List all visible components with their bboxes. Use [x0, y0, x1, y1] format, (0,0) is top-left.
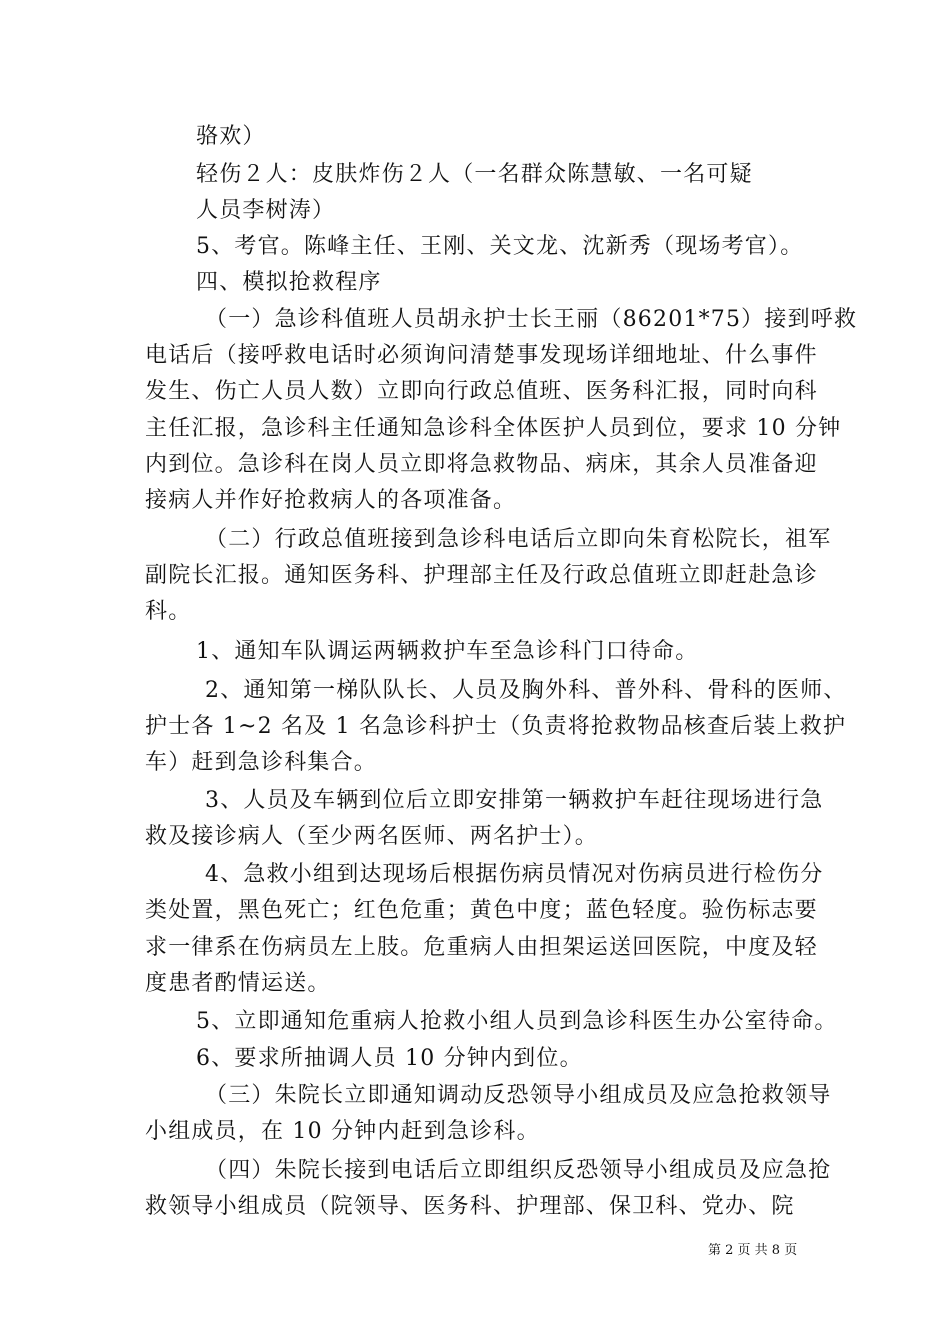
section-heading: 四、模拟抢救程序 [196, 270, 382, 295]
text-line: 轻伤２人：皮肤炸伤２人（一名群众陈慧敏、一名可疑 [196, 162, 753, 187]
text-line: 5、考官。陈峰主任、王刚、关文龙、沈新秀（现场考官）。 [196, 234, 804, 259]
text-line: 类处置，黑色死亡；红色危重；黄色中度；蓝色轻度。验伤标志要 [145, 898, 818, 923]
text-line: （一）急诊科值班人员胡永护士长王丽（86201*75）接到呼救 [205, 307, 858, 332]
text-line: 车）赶到急诊科集合。 [145, 750, 378, 775]
text-line: （二）行政总值班接到急诊科电话后立即向朱育松院长，祖军 [205, 527, 832, 552]
text-line: 护士各 1~2 名及 1 名急诊科护士（负责将抢救物品核查后装上救护 [145, 714, 847, 739]
text-line: 副院长汇报。通知医务科、护理部主任及行政总值班立即赶赴急诊 [145, 563, 818, 588]
text-line: 6、要求所抽调人员 10 分钟内到位。 [196, 1046, 583, 1071]
text-line: 科。 [145, 599, 192, 624]
text-line: 骆欢） [196, 124, 266, 149]
text-line: 救领导小组成员（院领导、医务科、护理部、保卫科、党办、院 [145, 1194, 795, 1219]
text-line: 3、人员及车辆到位后立即安排第一辆救护车赶往现场进行急 [205, 788, 824, 813]
text-line: 主任汇报，急诊科主任通知急诊科全体医护人员到位，要求 10 分钟 [145, 416, 842, 441]
text-line: 4、急救小组到达现场后根据伤病员情况对伤病员进行检伤分 [205, 862, 824, 887]
text-line: （三）朱院长立即通知调动反恐领导小组成员及应急抢救领导 [205, 1083, 832, 1108]
text-line: 小组成员，在 10 分钟内赶到急诊科。 [145, 1119, 540, 1144]
text-line: 1、通知车队调运两辆救护车至急诊科门口待命。 [196, 639, 699, 664]
text-line: 发生、伤亡人员人数）立即向行政总值班、医务科汇报，同时向科 [145, 379, 818, 404]
text-line: 度患者酌情运送。 [145, 971, 331, 996]
text-line: 2、通知第一梯队队长、人员及胸外科、普外科、骨科的医师、 [205, 678, 847, 703]
text-line: 求一律系在伤病员左上肢。危重病人由担架运送回医院，中度及轻 [145, 935, 818, 960]
text-line: 接病人并作好抢救病人的各项准备。 [145, 488, 517, 513]
text-line: 人员李树涛） [196, 198, 336, 223]
page-number: 第 2 页 共 8 页 [708, 1243, 798, 1258]
text-line: 电话后（接呼救电话时必须询问清楚事发现场详细地址、什么事件 [145, 343, 818, 368]
text-line: 内到位。急诊科在岗人员立即将急救物品、病床，其余人员准备迎 [145, 452, 818, 477]
text-line: （四）朱院长接到电话后立即组织反恐领导小组成员及应急抢 [205, 1158, 832, 1183]
text-line: 救及接诊病人（至少两名医师、两名护士）。 [145, 824, 599, 849]
text-line: 5、立即通知危重病人抢救小组人员到急诊科医生办公室待命。 [196, 1009, 838, 1034]
